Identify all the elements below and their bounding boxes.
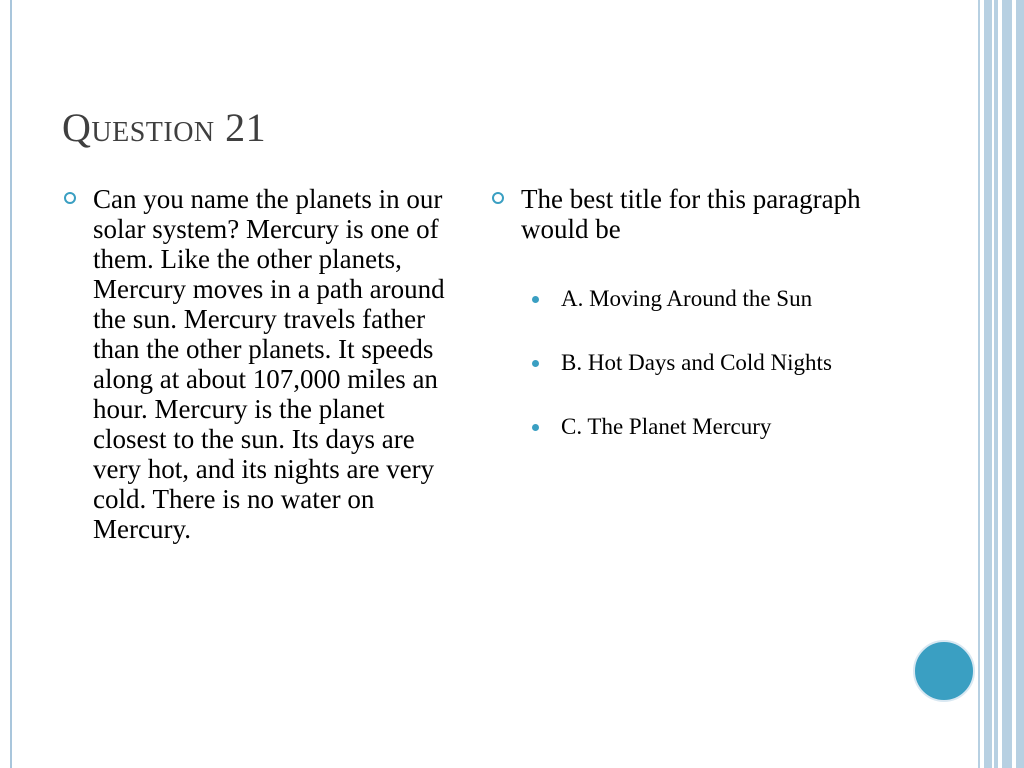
answer-option-label: B. Hot Days and Cold Nights bbox=[561, 350, 832, 375]
paragraph-bullet bbox=[62, 184, 462, 544]
right-stripe bbox=[1016, 0, 1024, 768]
question-bullet bbox=[490, 184, 870, 244]
question-text: The best title for this paragraph would be bbox=[521, 184, 861, 244]
dot-bullet-icon bbox=[532, 360, 539, 367]
decorative-circle-icon bbox=[913, 640, 975, 702]
left-column bbox=[62, 184, 462, 544]
answer-option-label: C. The Planet Mercury bbox=[561, 414, 772, 439]
passage-text: Can you name the planets in our solar system? Mercury is one of them. Like the other planets, Mercury moves in a path around the sun. Mercury travels father than the other planets. It speeds along at about 107,000 miles an hour. Mercury is the planet closest to the sun. Its days are very hot, and its nights are very cold. There is no water on Mercury. bbox=[93, 184, 445, 544]
slide-title: Question 21 bbox=[62, 105, 267, 150]
right-column bbox=[490, 184, 870, 478]
right-stripe bbox=[1002, 0, 1012, 768]
ring-bullet-icon bbox=[492, 192, 504, 204]
right-stripe bbox=[994, 0, 998, 768]
answer-option-b bbox=[530, 350, 870, 376]
answer-options bbox=[530, 286, 870, 440]
left-frame-line bbox=[10, 0, 12, 768]
dot-bullet-icon bbox=[532, 424, 539, 431]
answer-option-label: A. Moving Around the Sun bbox=[561, 286, 813, 311]
right-stripe bbox=[984, 0, 992, 768]
ring-bullet-icon bbox=[64, 192, 76, 204]
right-stripe bbox=[978, 0, 980, 768]
answer-option-c bbox=[530, 414, 870, 440]
answer-option-a bbox=[530, 286, 870, 312]
dot-bullet-icon bbox=[532, 296, 539, 303]
